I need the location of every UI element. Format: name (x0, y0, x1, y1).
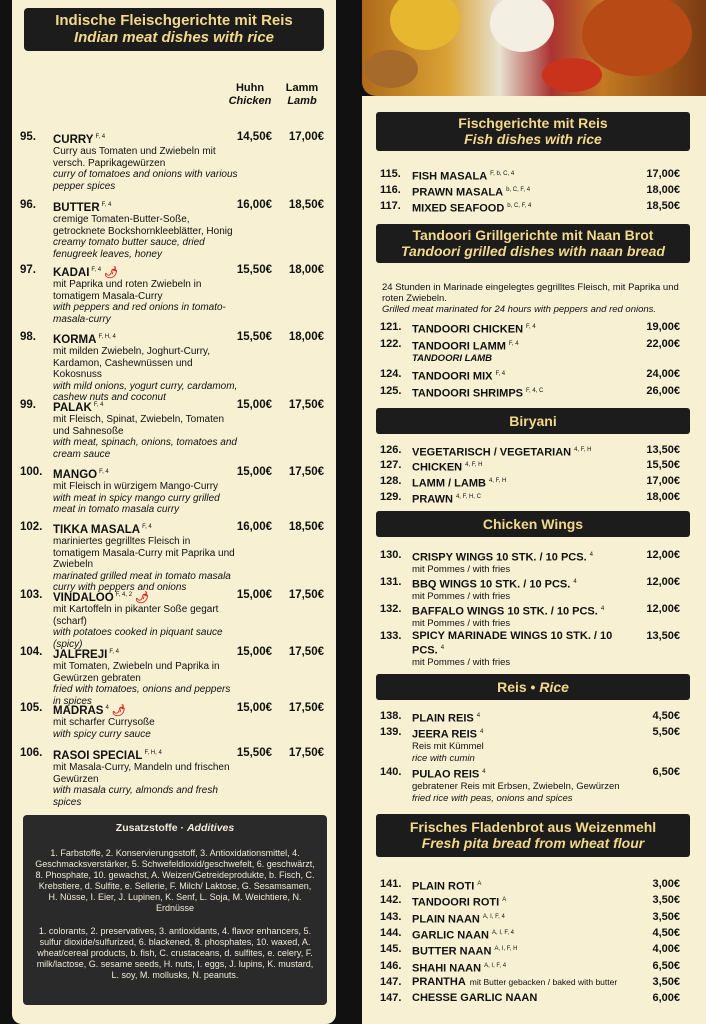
rice-title-de: Reis (497, 679, 527, 695)
item-price: 17,00€ (646, 168, 680, 180)
curry-bowl-image (582, 0, 692, 76)
item-price: 3,00€ (652, 878, 680, 890)
item-subtitle: mit Pommes / with fries (412, 656, 511, 668)
item-name: KADAI (53, 266, 90, 279)
item-name-line (53, 748, 238, 762)
item-subtitle: gebratener Reis mit Erbsen, Zwiebeln, Gewürzen (412, 780, 620, 792)
item-name: VINDALOO (53, 591, 114, 604)
price-lamb: 17,50€ (288, 399, 324, 411)
price-lamb: 17,50€ (288, 747, 324, 759)
item-price: 22,00€ (646, 338, 680, 350)
item-title (412, 459, 642, 474)
item-description-de: mit Fleisch in würzigem Mango-Curry (53, 481, 219, 493)
item-subtitle: TANDOORI LAMB (412, 352, 493, 364)
item-number: 95. (20, 131, 36, 143)
item-name-line (53, 132, 238, 146)
rice-bowl-image (490, 0, 554, 52)
item-description-en: creamy tomato butter sauce, dried fenugreek leaves, honey (53, 237, 205, 260)
price-lamb: 17,50€ (288, 646, 324, 658)
chili-icon: 🌶 (108, 704, 126, 717)
item-name: TANDOORI ROTI (412, 896, 500, 909)
tomato-bowl-image (542, 58, 602, 92)
item-name: BUTTER (53, 201, 100, 214)
additives-text-en: 1. colorants, 2. preservatives, 3. antioxidants, 4. flavor enhancers, 5. sulfur dioxide/sulfurized, 6. blackened, 8. phosphates, 10. waxed, A. wheat/cereal products, b. fish, C. crustaceans, d. sulfites, e. celery, F. milk/lactose, G. sesame seeds, H. nuts, I. eggs, J. lupins, K. mustard, L. soy, M. mollusks, N. peanuts. (36, 926, 314, 980)
additives-box (23, 815, 327, 1005)
item-title (412, 894, 642, 909)
item-number: 130. (380, 549, 402, 561)
tandoori-intro-en: Grilled meat marinated for 24 hours with peppers and red onions. (382, 304, 657, 315)
item-additives: 4 (589, 552, 593, 558)
item-title (412, 385, 642, 400)
item-additives: A, I, F, 4 (492, 930, 515, 936)
item-price: 12,00€ (646, 576, 680, 588)
fish-banner (376, 112, 690, 151)
item-number: 105. (20, 702, 43, 714)
item-additives: F, 4 (495, 371, 506, 377)
item-name-line (53, 332, 238, 346)
item-title (412, 368, 642, 383)
item-number: 99. (20, 399, 36, 411)
item-additives: F, 4, C (526, 388, 544, 394)
item-price: 3,50€ (652, 911, 680, 923)
item-price: 24,00€ (646, 368, 680, 380)
item-additives: F, 4 (109, 649, 119, 655)
item-body (53, 590, 238, 650)
item-description-en: curry of tomatoes and onions with various pepper spices (53, 169, 238, 192)
item-number: 142. (380, 894, 402, 906)
biryani-title: Biryani (509, 413, 557, 429)
item-name-line (53, 265, 238, 279)
item-title (412, 321, 642, 336)
item-number: 98. (20, 331, 36, 343)
item-number: 115. (380, 168, 401, 180)
price-chicken: 16,00€ (236, 199, 272, 211)
item-name: GARLIC NAAN (412, 929, 489, 942)
item-title (412, 726, 642, 765)
item-additives: 4 (600, 606, 605, 612)
additives-title-en: Additives (186, 822, 235, 834)
item-name: SHAHI NAAN (412, 962, 482, 975)
fish-title-en: Fish dishes with rice (464, 131, 602, 147)
item-additives: F, 4, 2 (115, 592, 133, 598)
dal-bowl-image (390, 0, 460, 50)
item-additives: 4 (482, 769, 486, 775)
item-body (53, 200, 238, 260)
item-price: 15,50€ (646, 459, 680, 471)
item-name: TANDOORI SHRIMPS (412, 387, 524, 400)
item-price: 26,00€ (646, 385, 680, 397)
price-chicken: 14,50€ (236, 131, 272, 143)
item-description-en: with meat in spicy mango curry grilled meat in tomato masala curry (53, 492, 220, 516)
item-title (412, 630, 642, 669)
item-additives: A, I, F, 4 (484, 963, 507, 969)
item-additives: F, b, C, 4 (490, 171, 515, 177)
item-additives: F, 4 (93, 402, 104, 408)
item-number: 129. (380, 491, 402, 503)
item-number: 144. (380, 927, 402, 939)
tandoori-intro (382, 282, 702, 315)
rice-title-en: Rice (539, 679, 569, 695)
banner-title-en: Indian meat dishes with rice (73, 29, 275, 46)
item-additives: A (502, 897, 507, 903)
item-body (53, 132, 238, 192)
column-header-lamb (278, 82, 326, 108)
item-name: PRAWN MASALA (412, 186, 504, 199)
item-description-en: with peppers and red onions in tomato-masala-curry (53, 302, 226, 325)
item-body (53, 748, 238, 808)
item-number: 96. (20, 199, 36, 211)
item-title (412, 184, 642, 199)
item-number: 145. (380, 943, 402, 955)
price-lamb: 18,00€ (288, 264, 324, 276)
price-lamb: 18,50€ (288, 199, 324, 211)
bread-title-en: Fresh pita bread from wheat flour (421, 835, 645, 851)
item-price: 3,50€ (652, 894, 680, 906)
item-price: 12,00€ (646, 603, 680, 615)
item-description-en: with potatoes cooked in piquant sauce (spicy) (53, 627, 223, 650)
item-name: PRANTHA (412, 976, 466, 988)
item-name: JALFREJI (53, 648, 108, 661)
column-header-chicken (226, 82, 274, 108)
item-description-de: mit Kartoffeln in pikanter Soße gegart (scharf) (53, 604, 219, 627)
item-title (412, 576, 642, 603)
meat-dishes-panel (12, 0, 336, 1024)
item-name: PLAIN ROTI (412, 880, 475, 893)
item-number: 147. (380, 976, 402, 988)
item-title (412, 992, 642, 1004)
price-chicken: 15,50€ (236, 331, 272, 343)
item-price: 13,50€ (646, 630, 680, 642)
price-lamb: 17,50€ (288, 589, 324, 601)
item-price: 4,00€ (652, 943, 680, 955)
item-title (412, 444, 642, 459)
item-name-line (53, 522, 238, 536)
col-header-en: Lamb (287, 95, 317, 107)
item-description-en: marinated grilled meat in tomato masala curry with peppers and onions (53, 570, 231, 594)
tandoori-banner (376, 224, 690, 263)
additives-text-de: 1. Farbstoffe, 2. Konservierungsstoff, 3. Antioxidationsmittel, 4. Geschmacksverstärker, 5. Schwefeldioxid/geschwefelt, 6. geschwärzt, 8. Phosphate, 10. gewachst, A. Weizen/Getreideprodukte, b. Fisch, C. Krebstiere, d. Sulfite, e. Sellerie, F. Milch/ Laktose, G. Sesamsamen, H. Nüsse, I. Eier, J. Lupinen, K. Senf, L. Soja, M. Weichtiere, N. Erdnüsse (35, 848, 315, 913)
item-name: CRISPY WINGS 10 STK. / 10 PCS. (412, 551, 587, 564)
item-name: BAFFALO WINGS 10 STK. / 10 PCS. (412, 605, 598, 618)
item-price: 18,50€ (646, 200, 680, 212)
item-additives: F, 4 (101, 202, 112, 208)
item-title (412, 603, 642, 630)
item-additives: F, H, 4 (144, 750, 162, 756)
item-additives: F, 4 (526, 324, 536, 330)
item-name: PULAO REIS (412, 768, 480, 781)
item-body (53, 400, 238, 460)
item-number: 102. (20, 521, 43, 533)
biryani-banner (376, 408, 690, 434)
item-description-en: with mild onions, yogurt curry, cardamom, cashew nuts and coconut (53, 380, 238, 404)
item-price: 6,50€ (652, 960, 680, 972)
item-number: 139. (380, 726, 402, 738)
item-additives: 4 (476, 713, 481, 719)
item-name: TANDOORI CHICKEN (412, 323, 524, 336)
item-description-de: Curry aus Tomaten und Zwiebeln mit versch. Paprikagewürzen (53, 146, 216, 169)
item-additives: 4 (573, 579, 577, 585)
item-number: 122. (380, 338, 402, 350)
fish-title-de: Fischgerichte mit Reis (458, 115, 608, 131)
item-description-de: mit scharfer Currysoße (53, 717, 155, 729)
rice-banner (376, 674, 690, 700)
item-price: 6,50€ (652, 766, 680, 778)
item-name-line (53, 703, 238, 717)
price-chicken: 16,00€ (236, 521, 272, 533)
tandoori-intro-de: 24 Stunden in Marinade eingelegtes gegrilltes Fleisch, mit Paprika und roten Zwiebeln. (382, 282, 679, 304)
rice-title-dot: • (530, 679, 536, 695)
item-name-line (53, 647, 238, 661)
item-title (412, 338, 642, 365)
item-name: MIXED SEAFOOD (412, 202, 505, 215)
item-title (412, 200, 642, 215)
item-body (53, 265, 238, 325)
price-lamb: 17,50€ (288, 702, 324, 714)
item-number: 141. (380, 878, 402, 890)
item-name: RASOI SPECIAL (53, 749, 143, 762)
item-subtitle: mit Pommes / with fries (412, 563, 511, 575)
item-additives: 4, F, H, C (455, 494, 481, 500)
snack-bowl-image (364, 50, 418, 88)
price-chicken: 15,00€ (236, 589, 272, 601)
price-chicken: 15,00€ (236, 646, 272, 658)
item-name: SPICY MARINADE WINGS 10 STK. / 10 PCS. (412, 630, 613, 657)
item-name-line (53, 467, 238, 481)
item-body (53, 522, 238, 594)
item-name: CHESSE GARLIC NAAN (412, 992, 538, 1004)
item-price: 4,50€ (652, 927, 680, 939)
item-number: 104. (20, 646, 43, 658)
price-lamb: 17,00€ (288, 131, 324, 143)
wings-banner (376, 511, 690, 537)
item-price: 18,00€ (646, 491, 680, 503)
chili-icon: 🌶 (101, 266, 119, 279)
item-additives: b, C, F, 4 (506, 187, 531, 193)
item-name-line (53, 200, 238, 214)
price-chicken: 15,50€ (236, 747, 272, 759)
item-additives: 4, F, H (488, 478, 507, 484)
item-price: 12,00€ (646, 549, 680, 561)
item-body (53, 647, 238, 707)
right-menu-panel (362, 96, 706, 1024)
banner-title-de: Indische Fleischgerichte mit Reis (55, 12, 293, 29)
item-price: 17,00€ (646, 475, 680, 487)
item-name: PLAIN REIS (412, 712, 474, 725)
item-subtitle: mit Pommes / with fries (412, 617, 511, 629)
price-lamb: 17,50€ (288, 466, 324, 478)
item-name: BUTTER NAAN (412, 945, 492, 958)
item-price: 4,50€ (652, 710, 680, 722)
item-name-line (53, 400, 238, 414)
item-number: 121. (380, 321, 402, 333)
item-body (53, 332, 238, 404)
item-name: CURRY (53, 133, 94, 146)
item-name: PRAWN (412, 493, 453, 506)
item-name-line (53, 590, 238, 604)
item-name: FISH MASALA (412, 170, 488, 183)
item-name: KORMA (53, 333, 97, 346)
item-description-en: with meat, spinach, onions, tomatoes and cream sauce (53, 437, 237, 460)
col-header-en: Chicken (228, 95, 272, 107)
item-additives: b, C, F, 4 (507, 203, 532, 209)
item-number: 117. (380, 200, 401, 212)
item-number: 147. (380, 992, 402, 1004)
item-number: 140. (380, 766, 402, 778)
item-name: CHICKEN (412, 461, 463, 474)
item-name: PALAK (53, 401, 92, 414)
bread-title-de: Frisches Fladenbrot aus Weizenmehl (409, 819, 657, 835)
item-number: 116. (380, 184, 401, 196)
item-description-de: mit Tomaten, Zwiebeln und Paprika in Gewürzen gebraten (53, 661, 220, 684)
item-subtitle-en: fried rice with peas, onions and spices (412, 792, 573, 804)
item-name: PLAIN NAAN (412, 913, 480, 926)
tandoori-title-en: Tandoori grilled dishes with naan bread (401, 243, 665, 259)
item-subtitle: mit Pommes / with fries (412, 590, 511, 602)
item-title (412, 927, 642, 942)
item-additives: 4 (480, 729, 484, 735)
item-number: 103. (20, 589, 43, 601)
item-number: 128. (380, 475, 402, 487)
item-description-de: mit milden Zwiebeln, Joghurt-Curry, Kardamon, Cashewnüssen und Kokosnuss (53, 346, 211, 381)
price-chicken: 15,00€ (236, 702, 272, 714)
item-name: LAMM / LAMB (412, 477, 486, 490)
item-name: TANDOORI MIX (412, 370, 493, 383)
item-name: TIKKA MASALA (53, 523, 141, 536)
item-price: 6,00€ (652, 992, 680, 1004)
item-description-de: cremige Tomaten-Butter-Soße, getrocknete Bockshornkleeblätter, Honig (53, 214, 233, 237)
item-name: BBQ WINGS 10 STK. / 10 PCS. (412, 578, 571, 591)
item-price: 19,00€ (646, 321, 680, 333)
item-title (412, 491, 642, 506)
chili-icon: 🌶 (132, 591, 150, 604)
item-title (412, 943, 642, 958)
item-price: 18,00€ (646, 184, 680, 196)
price-chicken: 15,50€ (236, 264, 272, 276)
item-additives: F, 4 (91, 267, 102, 273)
col-header-de: Huhn (235, 82, 265, 94)
col-header-de: Lamm (285, 82, 319, 94)
item-number: 132. (380, 603, 402, 615)
item-title (412, 766, 642, 805)
item-number: 126. (380, 444, 402, 456)
item-number: 125. (380, 385, 402, 397)
meat-dishes-banner (24, 8, 324, 51)
item-description-de: mit Fleisch, Spinat, Zwiebeln, Tomaten und Sahnesoße (53, 414, 225, 437)
item-title (412, 976, 642, 988)
item-additives: 4, F, H (574, 447, 592, 453)
item-additives: A (477, 881, 482, 887)
bread-banner (376, 814, 690, 857)
item-number: 97. (20, 264, 36, 276)
item-title (412, 878, 642, 893)
item-title (412, 549, 642, 576)
item-number: 143. (380, 911, 402, 923)
item-title (412, 911, 642, 926)
item-name: TANDOORI LAMM (412, 340, 506, 353)
price-chicken: 15,00€ (236, 399, 272, 411)
item-description-en: with spicy curry sauce (53, 728, 151, 740)
item-additives: A, I, F, H (494, 946, 518, 952)
wings-title: Chicken Wings (482, 516, 584, 532)
item-additives: A, I, F, 4 (482, 914, 505, 920)
item-additives: 4 (440, 645, 445, 651)
food-photo (362, 0, 706, 96)
price-chicken: 15,00€ (236, 466, 272, 478)
item-description-en: with masala curry, almonds and fresh spices (53, 785, 218, 808)
additives-title (23, 823, 327, 834)
item-subtitle: Reis mit Kümmel (412, 740, 484, 752)
item-additives: 4 (105, 705, 109, 711)
item-number: 100. (20, 466, 43, 478)
item-price: 5,50€ (652, 726, 680, 738)
item-name: JEERA REIS (412, 728, 478, 741)
item-description-de: mit Paprika und roten Zwiebeln in tomatigem Masala-Curry (53, 279, 202, 302)
item-description-en: fried with tomatoes, onions and peppers in spices (53, 684, 231, 707)
item-price: 13,50€ (646, 444, 680, 456)
item-subtitle: mit Butter gebacken / baked with butter (469, 977, 618, 987)
item-additives: F, 4 (508, 341, 519, 347)
item-additives: F, H, 4 (98, 334, 116, 340)
item-description-de: mit Masala-Curry, Mandeln und frischen Gewürzen (53, 762, 230, 785)
item-name: MADRAS (53, 704, 104, 717)
item-number: 138. (380, 710, 402, 722)
item-name: VEGETARISCH / VEGETARIAN (412, 446, 572, 459)
item-number: 146. (380, 960, 402, 972)
item-body (53, 703, 238, 740)
item-number: 133. (380, 630, 402, 642)
item-number: 124. (380, 368, 402, 380)
tandoori-title-de: Tandoori Grillgerichte mit Naan Brot (412, 227, 654, 243)
item-number: 127. (380, 459, 402, 471)
item-additives: F, 4 (95, 134, 106, 140)
item-number: 106. (20, 747, 43, 759)
item-description-de: mariniertes gegrilltes Fleisch in tomatigem Masala-Curry mit Paprika und Zwiebeln (53, 536, 235, 571)
item-title (412, 960, 642, 975)
additives-title-de: Zusatzstoffe · (115, 822, 185, 834)
item-name: MANGO (53, 468, 98, 481)
item-number: 131. (380, 576, 402, 588)
item-subtitle-en: rice with cumin (412, 752, 475, 764)
item-title (412, 168, 642, 183)
item-additives: 4, F, H (465, 462, 483, 468)
item-additives: F, 4 (99, 469, 109, 475)
item-price: 3,50€ (652, 976, 680, 988)
price-lamb: 18,50€ (288, 521, 324, 533)
item-body (53, 467, 238, 516)
item-title (412, 475, 642, 490)
price-lamb: 18,00€ (288, 331, 324, 343)
item-additives: F, 4 (142, 524, 152, 530)
item-title (412, 710, 642, 725)
